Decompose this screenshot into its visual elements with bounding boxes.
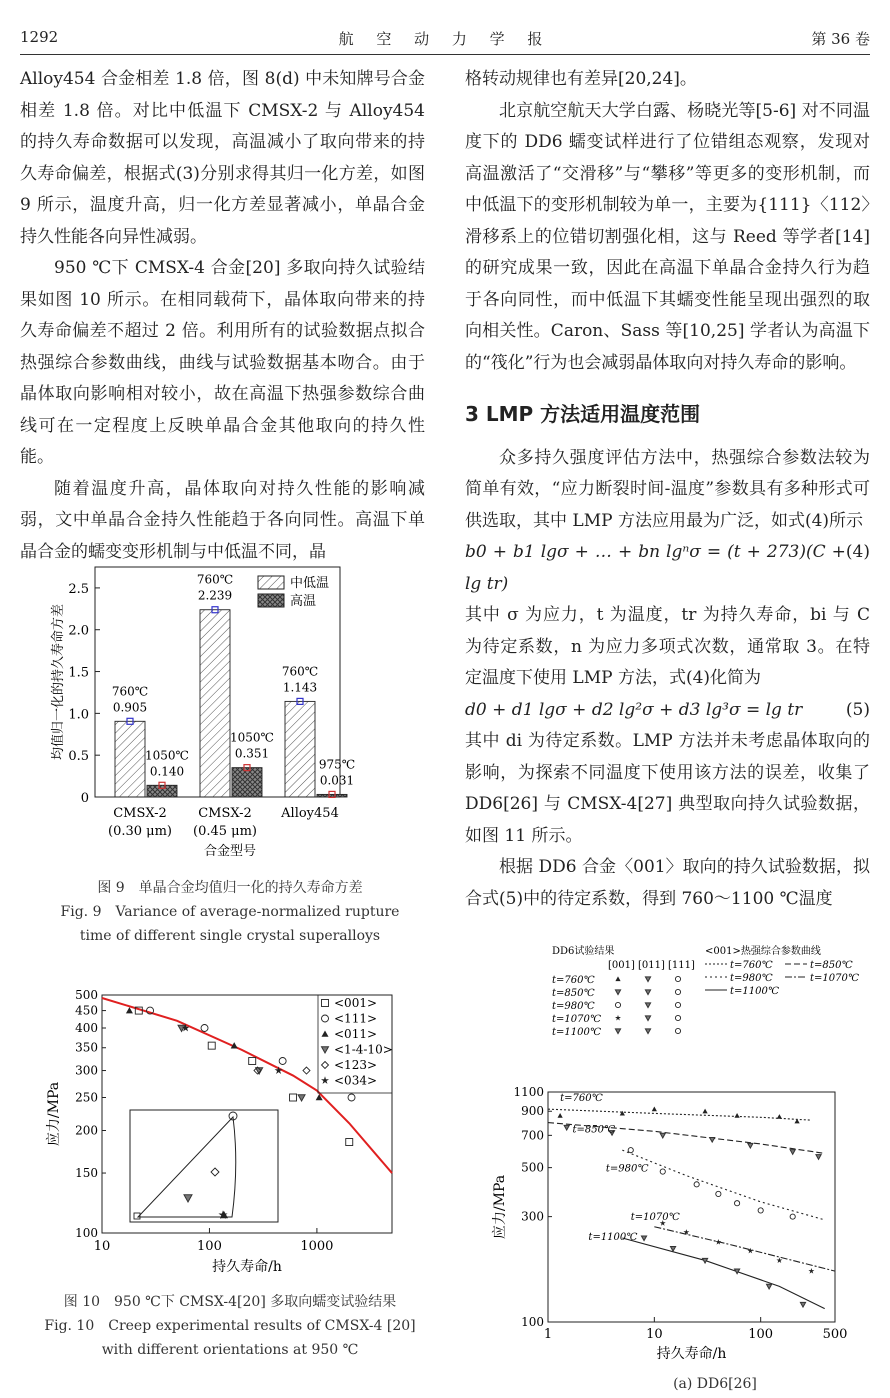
caption-cn: 图 10 950 ℃下 CMSX-4[20] 多取向蠕变试验结果 [63, 1294, 397, 1310]
triangle-down-marker [800, 1302, 805, 1307]
star-marker [321, 1076, 329, 1084]
fit-curve [654, 1227, 835, 1271]
legend-label: t=980℃ [730, 973, 773, 984]
equation-4 [465, 537, 870, 600]
x-tick-label: CMSX-2 [113, 806, 167, 821]
chart-plot-area [491, 944, 859, 1362]
triangle-down-marker [645, 1029, 650, 1034]
caption-en: Fig. 9 Variance of average-normalized rupture [60, 904, 400, 920]
circle-marker [279, 1057, 286, 1064]
data-label: 1.143 [282, 680, 318, 695]
square-marker [208, 1042, 215, 1049]
chart-plot-area [45, 988, 393, 1275]
bar [115, 721, 145, 797]
y-tick-label: 1.5 [68, 665, 89, 681]
y-tick-label: 0 [80, 791, 89, 806]
triangle-down-marker [641, 1236, 646, 1241]
y-tick-label: 100 [75, 1226, 98, 1240]
bar [200, 610, 230, 797]
bar [285, 701, 315, 797]
legend-label: <034> [334, 1073, 378, 1088]
legend-label: 高温 [290, 594, 317, 609]
triangle-down-marker [816, 1155, 821, 1160]
page-number: 1292 [20, 28, 59, 46]
chart-plot-area [50, 567, 355, 859]
temperature-label: 760℃ [196, 572, 234, 587]
circle-marker [694, 1182, 699, 1187]
triangle-up-marker [558, 1113, 563, 1118]
legend-label: <011> [334, 1027, 378, 1041]
bar [232, 768, 262, 797]
legend-label: t=980℃ [552, 1001, 595, 1012]
x-tick-label: 1 [543, 1327, 553, 1342]
page-header [20, 24, 870, 55]
equation-5 [465, 695, 870, 727]
right-column [465, 64, 870, 915]
legend-label: <001> [334, 996, 378, 1010]
curve-label: t=1100℃ [588, 1232, 638, 1244]
x-tick-label: 10 [93, 1239, 111, 1254]
triangle-down-marker [645, 1003, 650, 1008]
x-tick-label: 100 [748, 1327, 774, 1342]
square-marker [249, 1057, 256, 1064]
circle-marker [716, 1191, 721, 1196]
x-tick-label: (0.45 μm) [193, 824, 257, 839]
stereo-triangle [138, 1117, 236, 1217]
legend-title: <001>热强综合参数曲线 [705, 946, 821, 957]
y-tick-label: 400 [75, 1020, 98, 1035]
square-marker [346, 1139, 353, 1146]
legend-swatch [258, 594, 284, 607]
y-axis-label: 应力/MPa [46, 1081, 62, 1147]
triangle-up-marker [794, 1119, 799, 1124]
temperature-label: 760℃ [281, 664, 319, 679]
y-axis-label: 应力/MPa [492, 1174, 508, 1240]
fit-curve [622, 1238, 824, 1309]
equation-number: (5) [845, 699, 870, 720]
triangle-down-marker [645, 990, 650, 995]
legend-title: DD6试验结果 [552, 946, 615, 957]
legend-label: <123> [334, 1058, 378, 1072]
diamond-marker [322, 1062, 329, 1069]
paragraph: 格转动规律也有差异[20,24]。 [465, 69, 697, 89]
y-tick-label: 700 [521, 1128, 544, 1143]
legend-header: [111] [668, 960, 695, 971]
y-tick-label: 1100 [513, 1085, 544, 1099]
legend-label: t=1070℃ [552, 1014, 602, 1025]
circle-marker [790, 1214, 795, 1219]
x-tick-label: 10 [646, 1327, 663, 1342]
left-column [20, 64, 425, 568]
square-marker [322, 1000, 329, 1007]
y-tick-label: 300 [521, 1209, 544, 1224]
triangle-down-marker [615, 1029, 620, 1034]
y-tick-label: 0.5 [68, 749, 89, 765]
caption-en: Fig. 10 Creep experimental results of CMSX-4 [20] [44, 1318, 416, 1334]
y-tick-label: 250 [75, 1090, 98, 1105]
volume-label: 第 36 卷 [811, 30, 870, 48]
equation-number: (4) [845, 542, 870, 562]
triangle-up-marker [777, 1114, 782, 1119]
x-tick-label: CMSX-2 [198, 806, 252, 821]
y-tick-label: 500 [75, 988, 98, 1002]
caption-en: with different orientations at 950 ℃ [101, 1342, 359, 1358]
journal-name: 航 空 动 力 学 报 [338, 30, 552, 48]
figure-10-caption [30, 1290, 430, 1362]
curve-label: t=760℃ [560, 1093, 603, 1105]
inset-frame [130, 1110, 278, 1222]
circle-marker [615, 1002, 620, 1007]
triangle-down-marker [645, 1016, 650, 1021]
paragraph: 众多持久强度评估方法中，热强综合参数法较为简单有效，“应力断裂时间-温度”参数具有多种形式可供选取，其中 LMP 方法应用最为广泛，如式(4)所示 [465, 447, 870, 531]
x-axis-label: 合金型号 [203, 844, 257, 859]
triangle-down-marker [670, 1246, 675, 1251]
y-axis-label: 均值归一化的持久寿命方差 [51, 603, 66, 761]
caption-en: time of different single crystal superalloys [79, 928, 381, 944]
x-tick-label: 500 [822, 1327, 848, 1342]
diamond-marker [211, 1168, 219, 1176]
equation-body: d0 + d1 lgσ + d2 lg²σ + d3 lg³σ = lg tr [465, 699, 803, 720]
section-heading: 3 LMP 方法适用温度范围 [465, 402, 701, 426]
diamond-marker [303, 1067, 310, 1074]
y-tick-label: 300 [75, 1063, 98, 1078]
triangle-down-marker [710, 1137, 715, 1142]
paragraph: 其中 di 为待定系数。LMP 方法并未考虑晶体取向的影响，为探索不同温度下使用该方法的误差，收集了 DD6[26] 与 CMSX-4[27] 典型取向持久试验数据，如图 11 所示。 [465, 731, 870, 846]
circle-marker [675, 1015, 680, 1020]
triangle-down-marker [766, 1284, 771, 1289]
triangle-down-marker [184, 1195, 192, 1202]
y-tick-label: 150 [75, 1166, 98, 1181]
triangle-down-marker [660, 1133, 665, 1138]
circle-marker [675, 989, 680, 994]
triangle-down-marker [645, 977, 650, 982]
temperature-label: 760℃ [111, 684, 149, 699]
circle-marker [660, 1169, 665, 1174]
y-tick-label: 500 [521, 1160, 544, 1175]
data-label: 0.031 [319, 773, 355, 788]
x-tick-label: 100 [197, 1239, 222, 1254]
figure-10-scatter-chart [40, 985, 410, 1285]
legend-label: t=760℃ [730, 960, 773, 971]
fit-curve [548, 1109, 811, 1120]
triangle-down-marker [748, 1143, 753, 1148]
data-label: 2.239 [197, 588, 233, 603]
y-tick-label: 100 [521, 1315, 544, 1329]
legend-label: t=850℃ [810, 960, 853, 971]
temperature-label: 1050℃ [145, 748, 189, 763]
curve-label: t=980℃ [605, 1163, 649, 1175]
triangle-up-marker [734, 1113, 739, 1118]
circle-marker [758, 1208, 763, 1213]
legend-label: t=850℃ [552, 988, 595, 999]
y-tick-label: 450 [75, 1003, 98, 1018]
caption-cn: 图 9 单晶合金均值归一化的持久寿命方差 [97, 880, 363, 896]
triangle-down-marker [734, 1269, 739, 1274]
curve-label: t=850℃ [572, 1124, 616, 1136]
paragraph: Alloy454 合金相差 1.8 倍，图 8(d) 中未知牌号合金相差 1.8 倍。对比中低温下 CMSX-2 与 Alloy454 的持久寿命数据可以发现，高温减小了取向带来的持久寿命偏差，根据式(3)分别求得其归一化方差，如图 9 所示，温度升高，归一化方差显著减小，单晶合金持久性能各向异性减弱。 [20, 69, 425, 247]
x-tick-label: (0.30 μm) [108, 824, 172, 839]
triangle-down-marker [790, 1150, 795, 1155]
paragraph: 950 ℃下 CMSX-4 合金[20] 多取向持久试验结果如图 10 所示。在相同载荷下，晶体取向带来的持久寿命偏差不超过 2 倍。利用所有的试验数据点拟合热强综合参数曲线，曲线与试验数据基本吻合。由于晶体取向影响相对较小，故在高温下热强参数综合曲线可在一定程度上反映单晶合金其他取向的持久性能。 [20, 258, 425, 467]
triangle-up-marker [652, 1107, 657, 1112]
circle-marker [348, 1094, 355, 1101]
paragraph: 根据 DD6 合金〈001〉取向的持久试验数据，拟合式(5)中的待定系数，得到 760～1100 ℃温度 [465, 857, 870, 909]
y-tick-label: 350 [75, 1040, 98, 1055]
x-axis-label: 持久寿命/h [212, 1259, 282, 1275]
legend-label: 中低温 [290, 576, 330, 591]
circle-marker [322, 1015, 329, 1022]
figure-9-bar-chart [40, 562, 400, 872]
x-tick-label: 1000 [300, 1239, 334, 1254]
figure-9-caption [40, 876, 420, 948]
temperature-label: 975℃ [318, 757, 356, 772]
legend-label: t=760℃ [552, 975, 595, 986]
y-tick-label: 200 [75, 1123, 98, 1138]
paragraph: 随着温度升高，晶体取向对持久性能的影响减弱，文中单晶合金持久性能趋于各向同性。高温下单晶合金的蠕变变形机制与中低温不同，晶 [20, 478, 425, 562]
bar [147, 785, 177, 797]
legend-header: [011] [638, 960, 665, 971]
x-tick-label: Alloy454 [281, 806, 339, 821]
triangle-down-marker [564, 1125, 569, 1130]
circle-marker [201, 1024, 208, 1031]
circle-marker [675, 1028, 680, 1033]
y-tick-label: 900 [521, 1104, 544, 1119]
legend-swatch [258, 576, 284, 589]
triangle-down-marker [702, 1258, 707, 1263]
triangle-down-marker [298, 1095, 305, 1101]
circle-marker [675, 976, 680, 981]
square-marker [290, 1094, 297, 1101]
legend-label: <1-4-10> [334, 1042, 393, 1057]
legend-label: t=1100℃ [730, 986, 780, 997]
legend-label: t=1100℃ [552, 1027, 602, 1038]
equation-body: b0 + b1 lgσ + … + bn lgⁿσ = (t + 273)(C + lg tr) [465, 542, 846, 594]
x-axis-label: 持久寿命/h [656, 1346, 727, 1362]
paragraph: 北京航空航天大学白露、杨晓光等[5-6] 对不同温度下的 DD6 蠕变试样进行了位错组态观察，发现对高温激活了“交滑移”与“攀移”等更多的变形机制，而中低温下的变形机制较为单一，主要为{111}〈112〉滑移系上的位错切割强化相，这与 Reed 等学者[14] 的研究成果一致，因此在高温下单晶合金持久行为趋于各向同性，而中低温下其蠕变性能呈现出强烈的取向相关性。Caron、Sass 等[10,25] 学者认为高温下的“筏化”行为也会减弱晶体取向对持久寿命的影响。 [465, 100, 870, 373]
fit-curve [622, 1150, 824, 1220]
y-tick-label: 1.0 [68, 707, 89, 723]
triangle-up-marker [615, 976, 620, 981]
star-marker [808, 1268, 814, 1274]
legend-label: <111> [334, 1011, 378, 1026]
triangle-up-marker [322, 1031, 329, 1037]
paragraph: 其中 σ 为应力，t 为温度，tr 为持久寿命，bi 与 C 为待定系数，n 为应力多项式次数，通常取 3。在特定温度下使用 LMP 方法，式(4)化简为 [465, 605, 870, 688]
figure-11-caption: (a) DD6[26] [673, 1376, 757, 1392]
legend-label: t=1070℃ [810, 973, 860, 984]
triangle-down-marker [322, 1047, 329, 1053]
circle-marker [734, 1201, 739, 1206]
triangle-up-marker [702, 1109, 707, 1114]
temperature-label: 1050℃ [230, 730, 274, 745]
y-tick-label: 2.0 [68, 623, 89, 639]
circle-marker [675, 1002, 680, 1007]
inset-triangle [130, 1110, 278, 1222]
figure-11-scatter-chart [490, 940, 875, 1370]
y-tick-label: 2.5 [68, 581, 89, 597]
legend-header: [001] [608, 960, 635, 971]
data-label: 0.351 [234, 746, 270, 761]
bar [317, 794, 347, 797]
triangle-down-marker [615, 990, 620, 995]
star-marker [615, 1015, 621, 1021]
data-label: 0.140 [149, 764, 185, 779]
curve-label: t=1070℃ [630, 1211, 680, 1223]
data-label: 0.905 [112, 700, 148, 715]
circle-marker [628, 1148, 633, 1153]
